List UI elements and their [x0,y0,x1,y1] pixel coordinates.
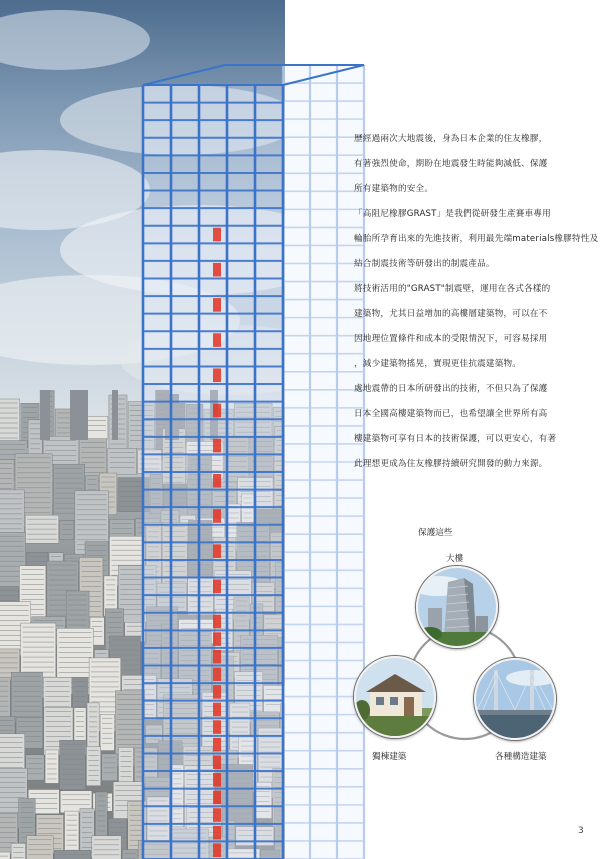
city-building [92,836,121,859]
paragraph-1 [354,127,572,202]
city-building [100,714,114,750]
text-line: 歷經過兩次大地震後，身為日本企業的住友橡膠， [354,134,548,144]
diagram-title: 保護這些 [418,528,453,538]
text-line: ，減少建築物搖晃，實現更佳抗震建築物。 [354,359,522,369]
damper-panel [213,773,221,787]
damper-panel [213,298,221,312]
damper-panel [213,228,221,242]
paragraph-3 [354,277,572,377]
damper-panel [213,632,221,646]
city-building [54,850,91,859]
damper-panel [213,263,221,277]
body-text [354,127,599,477]
city-building [11,672,42,722]
text-line: 將技術活用的"GRAST"制震壁，運用在各式各樣的 [354,284,551,294]
damper-panel [213,650,221,664]
city-building [60,520,74,539]
damper-panel [213,333,221,347]
damper-panel [213,755,221,769]
damper-panel [213,580,221,594]
distant-tower [40,390,50,440]
label-detached-house: 獨棟建築 [372,752,407,762]
text-line: 處地震帶的日本所研發出的技術，不但只為了保護 [354,384,548,394]
damper-panel [213,474,221,488]
damper-panel [213,808,221,822]
high-rise-frame-illustration [135,55,370,859]
text-line: 所有建築物的安全。 [354,184,434,194]
damper-panel [213,668,221,682]
city-building [0,677,10,718]
protection-diagram [350,520,570,770]
damper-panel [213,843,221,857]
text-line: 因地理位置條件和成本的受限情況下，可容易採用 [354,334,548,344]
damper-panel [213,509,221,523]
damper-panel [213,404,221,418]
text-line: 結合制震技術等研發出的制震產品。 [354,259,495,269]
label-high-rise: 大樓 [446,554,464,564]
page-number: 3 [578,826,584,836]
text-line: 有著強烈使命，期盼在地震發生時能夠減低、保護 [354,159,548,169]
city-building [0,852,10,859]
text-line: 輪胎所孕育出來的先進技術，利用最先端materials橡膠特性及 [354,234,599,244]
city-building [86,747,100,786]
damper-panel [213,439,221,453]
damper-panel [213,615,221,629]
damper-panel [213,368,221,382]
label-various-structures: 各種構造建築 [495,752,547,762]
tall-building-photo [416,566,498,648]
city-building [60,740,86,790]
damper-panel [213,544,221,558]
paragraph-2 [354,202,599,277]
damper-panel [213,738,221,752]
damper-panel [213,791,221,805]
text-line: 日本全國高樓建築物而已，也希望讓全世界所有高 [354,409,548,419]
damper-panel [213,703,221,717]
text-line: 建築物，尤其日益增加的高樓層建築物，可以在不 [354,309,548,319]
city-building [27,836,54,859]
text-line: 此理想更成為住友橡膠持續研究開發的動力來源。 [354,459,548,469]
paragraph-4 [354,377,572,477]
distant-tower [112,390,118,440]
bridge-structure-photo [474,658,556,740]
text-line: 樓建築物可享有日本的技術保護，可以更安心，有著 [354,434,557,444]
city-building [45,750,58,783]
distant-tower [70,390,88,440]
damper-panel [213,685,221,699]
damper-panel [213,720,221,734]
detached-house-photo [354,656,436,738]
city-building [11,843,25,859]
damper-panel [213,826,221,840]
text-line: 「高阻尼橡膠GRAST」是我們從研發生產賽車專用 [354,209,551,219]
city-building [65,811,79,856]
